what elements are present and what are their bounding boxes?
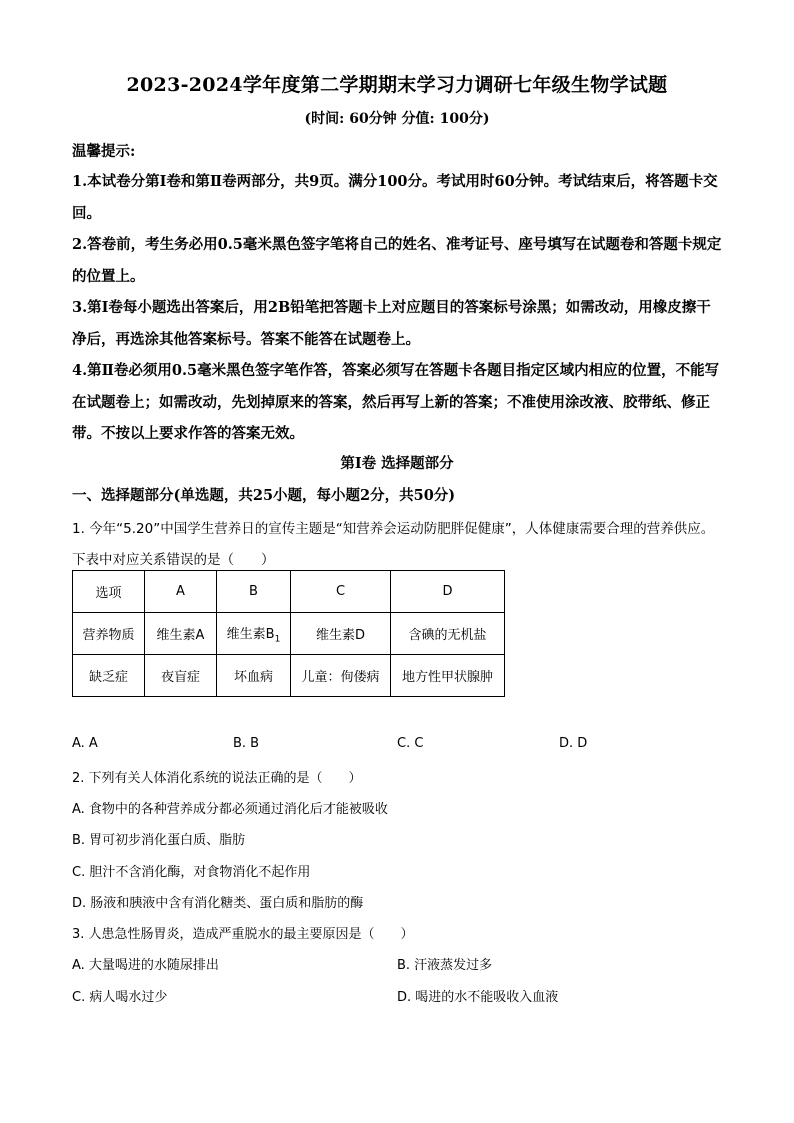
table-cell: 地方性甲状腺肿 bbox=[391, 655, 505, 697]
option-b: B. 胃可初步消化蛋白质、脂肪 bbox=[72, 833, 246, 848]
table-cell: 选项 bbox=[73, 571, 145, 613]
table-cell: 缺乏症 bbox=[73, 655, 145, 697]
table-cell bbox=[217, 613, 291, 655]
option-c: C. 病人喝水过少 bbox=[72, 990, 168, 1005]
option-a: A. A bbox=[72, 736, 98, 751]
table-cell: 维生素D bbox=[291, 613, 391, 655]
tip-item: 2.答卷前，考生务必用0.5毫米黑色签字笔将自己的姓名、准考证号、座号填写在试题卷和答题卡规定的位置上。 bbox=[72, 236, 722, 285]
question-1-stem: 1. 今年“5.20”中国学生营养日的宣传主题是“知营养会运动防肥胖促健康”，人体健康需要合理的营养供应。下表中对应关系错误的是（ ） bbox=[72, 521, 715, 568]
table-cell: 含碘的无机盐 bbox=[391, 613, 505, 655]
option-d: D. 肠液和胰液中含有消化糖类、蛋白质和脂肪的酶 bbox=[72, 896, 364, 911]
question-1-options bbox=[72, 736, 722, 756]
option-b: B. B bbox=[233, 736, 260, 751]
table-cell: C bbox=[291, 571, 391, 613]
table-cell: A bbox=[145, 571, 217, 613]
option-d: D. D bbox=[559, 736, 588, 751]
question-2-stem: 2. 下列有关人体消化系统的说法正确的是（ ） bbox=[72, 771, 362, 786]
section-title: 第Ⅰ卷 选择题部分 bbox=[340, 455, 454, 472]
tip-item: 4.第Ⅱ卷必须用0.5毫米黑色签字笔作答，答案必须写在答题卡各题目指定区域内相应的位置，不能写在试题卷上；如需改动，先划掉原来的答案，然后再写上新的答案；不准使用涂改液、胶带纸、修正带。不按以上要求作答的答案无效。 bbox=[72, 362, 720, 442]
part-heading: 一、选择题部分(单选题，共25小题，每小题2分，共50分) bbox=[72, 487, 456, 504]
option-c: C. 胆汁不含消化酶，对食物消化不起作用 bbox=[72, 865, 311, 880]
option-d: D. 喝进的水不能吸收入血液 bbox=[397, 990, 559, 1005]
table-row bbox=[73, 571, 505, 613]
tip-item: 3.第Ⅰ卷每小题选出答案后，用2B铅笔把答题卡上对应题目的答案标号涂黑；如需改动，用橡皮擦干净后，再选涂其他答案标号。答案不能答在试题卷上。 bbox=[72, 299, 711, 348]
table-cell: 坏血病 bbox=[217, 655, 291, 697]
vitamin-b-subscript: 1 bbox=[274, 634, 281, 645]
table-cell: D bbox=[391, 571, 505, 613]
table-cell: 营养物质 bbox=[73, 613, 145, 655]
tips-heading: 温馨提示: bbox=[72, 143, 136, 160]
option-a: A. 大量喝进的水随尿排出 bbox=[72, 958, 219, 973]
table-cell: 夜盲症 bbox=[145, 655, 217, 697]
option-a: A. 食物中的各种营养成分都必须通过消化后才能被吸收 bbox=[72, 802, 388, 817]
table-cell: 儿童：佝偻病 bbox=[291, 655, 391, 697]
table-row bbox=[73, 613, 505, 655]
exam-title: 2023-2024学年度第二学期期末学习力调研七年级生物学试题 bbox=[126, 74, 668, 96]
question-1-table bbox=[72, 570, 505, 697]
table-cell: 维生素A bbox=[145, 613, 217, 655]
exam-time-score: (时间: 60分钟 分值: 100分) bbox=[304, 111, 490, 127]
vitamin-b-label: 维生素B bbox=[226, 626, 275, 642]
table-cell: B bbox=[217, 571, 291, 613]
option-c: C. C bbox=[397, 736, 424, 751]
table-row bbox=[73, 655, 505, 697]
tip-item: 1.本试卷分第Ⅰ卷和第Ⅱ卷两部分，共9页。满分100分。考试用时60分钟。考试结束后，将答题卡交回。 bbox=[72, 173, 718, 222]
question-3-stem: 3. 人患急性肠胃炎，造成严重脱水的最主要原因是（ ） bbox=[72, 927, 414, 942]
option-b: B. 汗液蒸发过多 bbox=[397, 958, 493, 973]
tips-list bbox=[72, 166, 722, 450]
